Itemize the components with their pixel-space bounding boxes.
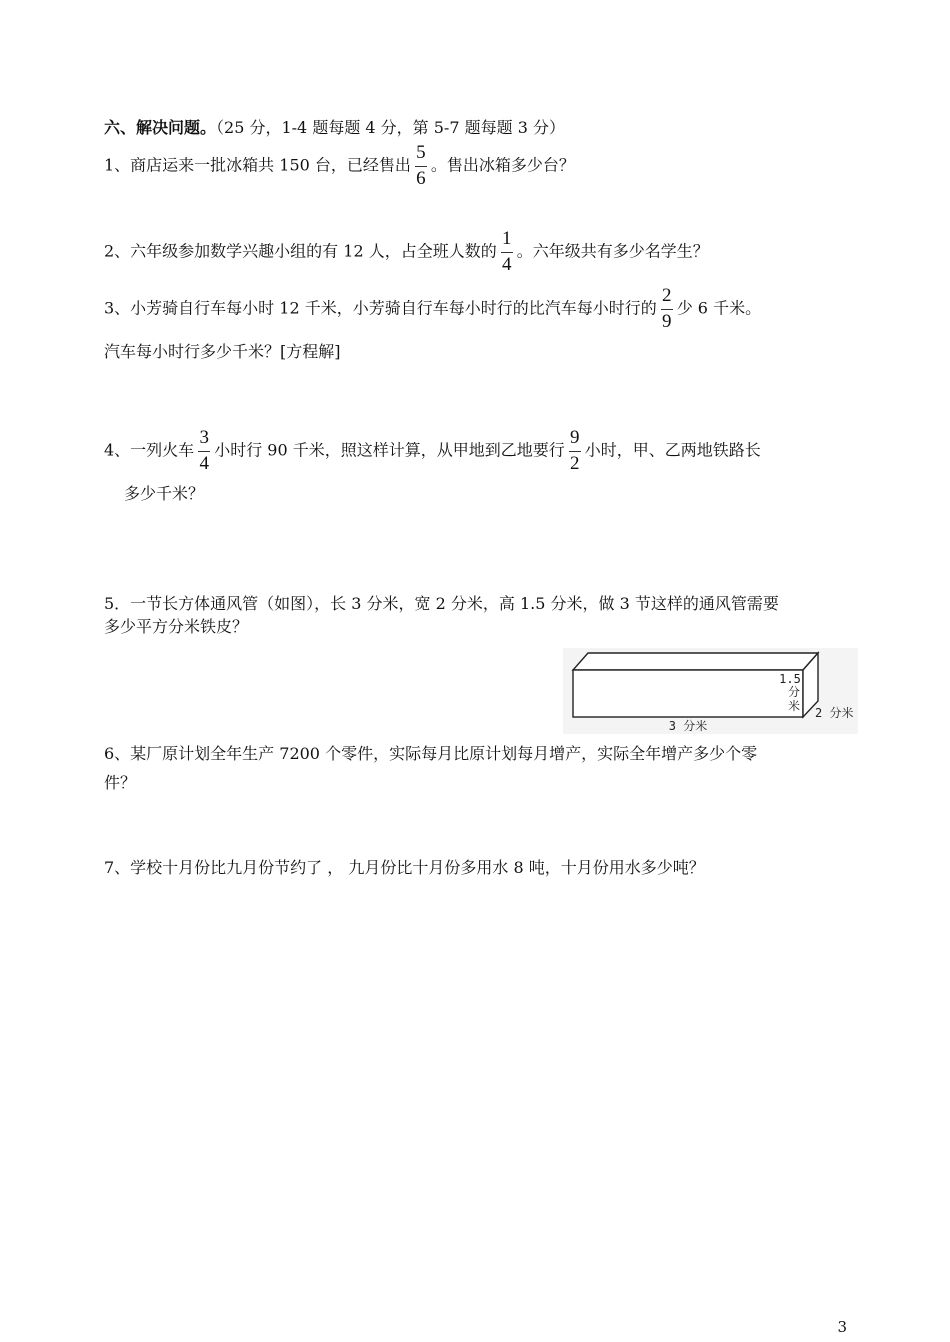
section-score-note: （25 分，1-4 题每题 4 分，第 5-7 题每题 3 分） [216,118,565,137]
question-1 [104,143,575,189]
q2-text-pre: 2、六年级参加数学兴趣小组的有 12 人，占全班人数的 [104,241,497,261]
page-number: 3 [837,1318,847,1336]
question-2 [104,229,709,275]
question-4 [104,428,761,474]
q4-numerator-1: 3 [199,427,209,448]
q4-numerator-2: 9 [569,427,580,448]
q4-line-2: 多少千米？ [124,484,205,503]
q1-fraction [415,143,427,189]
q1-text-pre: 1、商店运来一批冰箱共 150 台，已经售出 [104,155,411,175]
box-front-face [573,670,803,717]
q6-line-2: 件？ [104,773,137,792]
q1-denominator: 6 [416,168,426,189]
q2-text-post: 。六年级共有多少名学生？ [516,241,709,261]
q2-numerator: 1 [501,228,512,249]
q2-denominator: 4 [501,254,512,275]
q5-line-1: 5．一节长方体通风管（如图），长 3 分米，宽 2 分米，高 1.5 分米，做 3 节这样的通风管需要 [104,594,779,613]
q4-fraction-1 [198,428,210,474]
height-label-3: 米 [787,699,801,713]
q3-fraction [661,286,673,332]
length-label: 3 分米 [668,719,708,733]
q1-text-post: 。售出冰箱多少台？ [430,155,575,175]
question-3 [104,286,761,332]
q5-line-2: 多少平方分米铁皮？ [104,617,249,636]
q4-text-post: 小时，甲、乙两地铁路长 [584,440,761,460]
q4-fraction-2 [569,428,581,474]
q4-denominator-2: 2 [569,453,580,474]
height-label-2: 分 [787,685,801,699]
section-header [104,117,565,139]
section-title: 六、解决问题。 [104,118,217,137]
box-figure [563,648,858,734]
q3-text-pre: 3、小芳骑自行车每小时 12 千米，小芳骑自行车每小时行的比汽车每小时行的 [104,298,657,318]
q3-line-2: 汽车每小时行多少千米？[方程解] [104,342,341,361]
height-label-1: 1.5 [779,672,801,686]
q4-text-pre: 4、一列火车 [104,440,195,460]
q2-fraction [501,229,513,275]
q4-denominator-1: 4 [199,453,209,474]
q3-numerator: 2 [661,285,672,306]
q1-numerator: 5 [416,142,426,163]
q6-line-1: 6、某厂原计划全年生产 7200 个零件，实际每月比原计划每月增产，实际全年增产多少个零 [104,744,758,763]
q4-text-mid: 小时行 90 千米，照这样计算，从甲地到乙地要行 [214,440,565,460]
box-top-face [573,653,818,670]
question-7: 7、学校十月份比九月份节约了 ， 九月份比十月份多用水 8 吨，十月份用水多少吨？ [104,858,705,877]
width-label: 2 分米 [815,706,854,720]
q3-denominator: 9 [661,311,672,332]
q3-text-post: 少 6 千米。 [676,298,762,318]
